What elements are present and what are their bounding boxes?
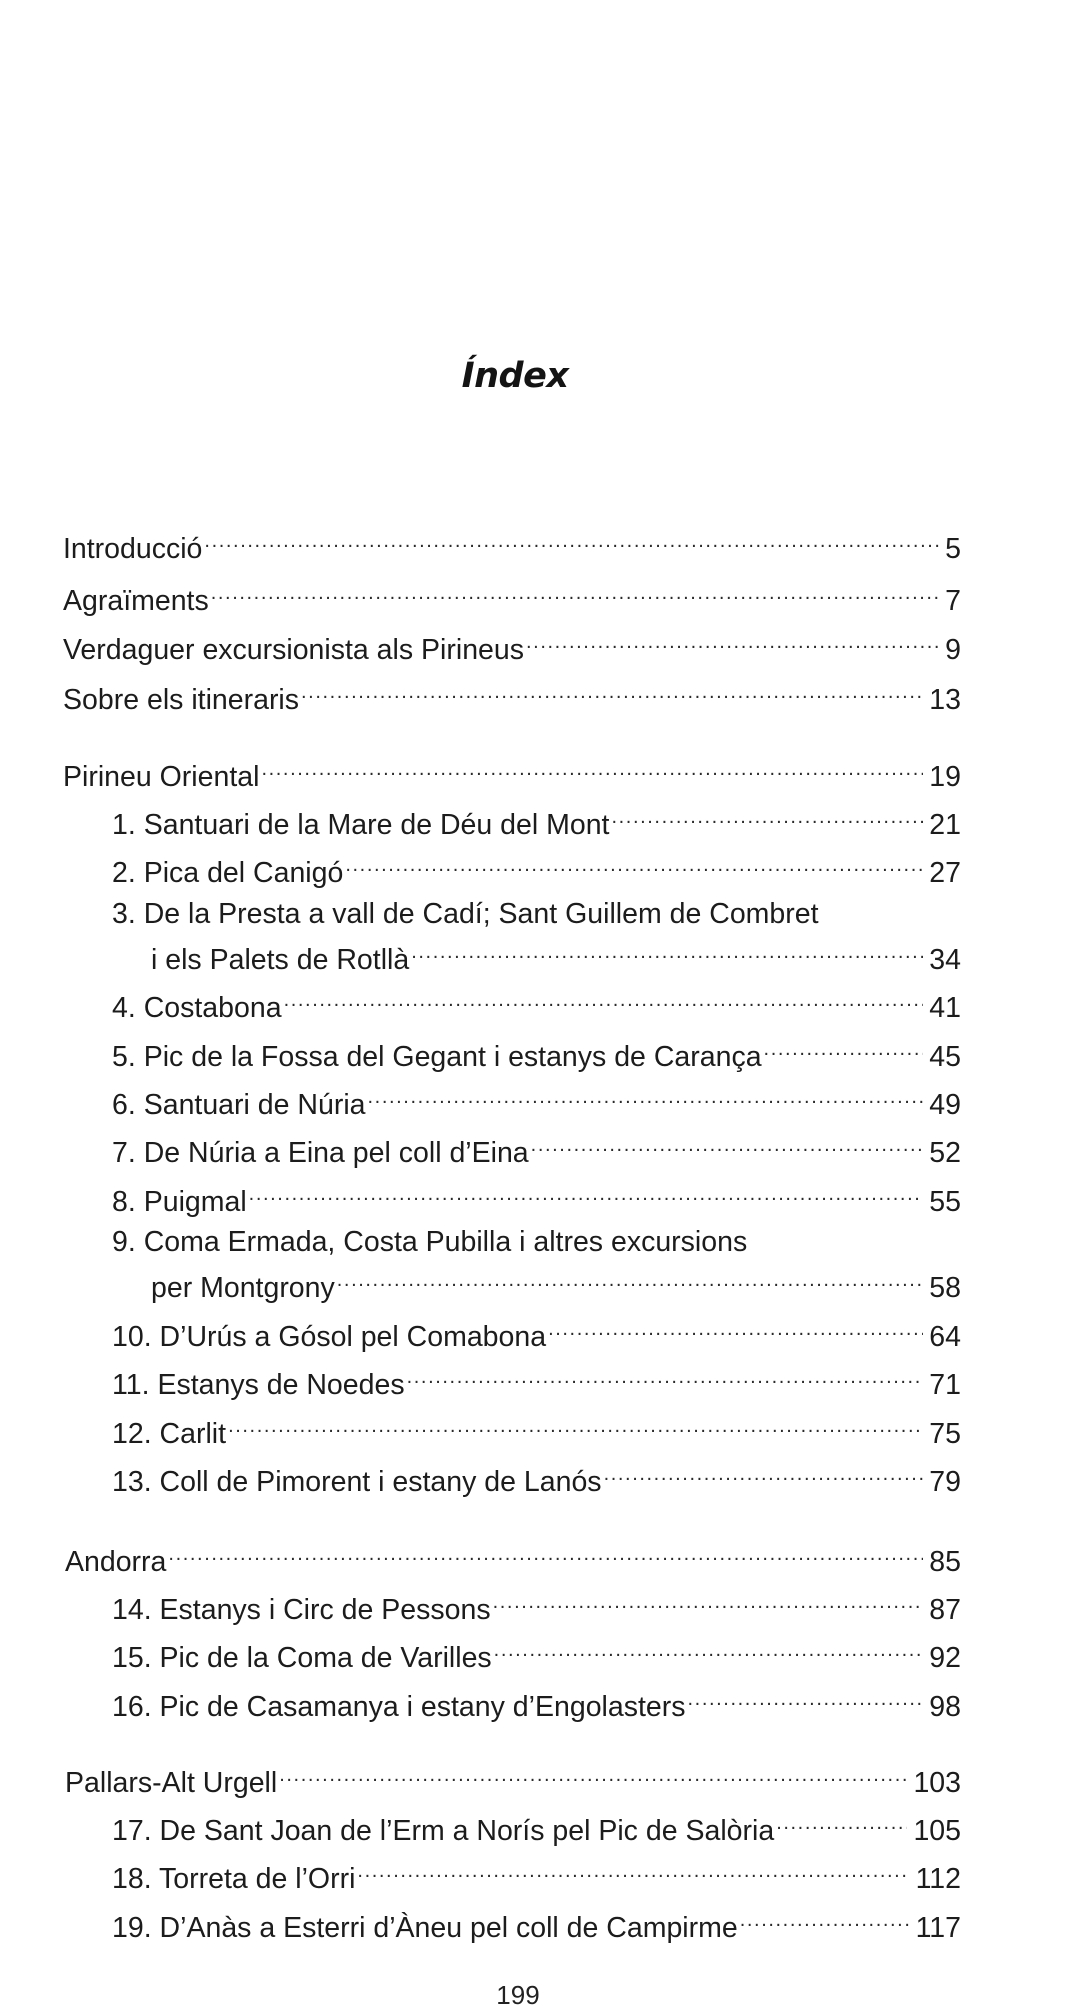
toc-entry bbox=[151, 935, 961, 977]
toc-entry-title: Agraïments bbox=[63, 585, 209, 617]
toc-entry-title bbox=[112, 1040, 762, 1074]
toc-entry bbox=[63, 576, 961, 618]
toc-page-number: 49 bbox=[929, 1089, 961, 1121]
toc-page-number: 64 bbox=[929, 1321, 961, 1353]
toc-section-title: Pirineu Oriental bbox=[63, 761, 260, 793]
toc-page-number: 34 bbox=[929, 944, 961, 976]
toc-entry-text: Carlit bbox=[159, 1418, 227, 1450]
page-folio-number: 199 bbox=[496, 1980, 540, 2010]
dot-leader bbox=[604, 1457, 924, 1491]
toc-entry bbox=[63, 675, 961, 717]
toc-entry-text: Puigmal bbox=[143, 1186, 247, 1218]
dot-leader bbox=[407, 1360, 924, 1394]
toc-section-title: Pallars-Alt Urgell bbox=[65, 1767, 278, 1799]
dot-leader bbox=[611, 800, 923, 834]
toc-page-number: 87 bbox=[929, 1594, 961, 1626]
toc-entry-text: Pic de la Coma de Varilles bbox=[159, 1642, 492, 1674]
dot-leader bbox=[345, 848, 923, 882]
toc-page-number: 7 bbox=[945, 585, 961, 617]
toc-entry-title bbox=[112, 1465, 602, 1499]
toc-entry-title: Sobre els itineraris bbox=[63, 684, 300, 716]
toc-entry-text: De Sant Joan de l’Erm a Norís pel Pic de Salòria bbox=[159, 1815, 775, 1847]
toc-entry bbox=[112, 1409, 961, 1451]
toc-entry bbox=[112, 1080, 961, 1122]
toc-entry-title bbox=[112, 1320, 546, 1354]
toc-entry-text: De Núria a Eina pel coll d’Eina bbox=[143, 1137, 529, 1169]
toc-page-number: 41 bbox=[929, 992, 961, 1024]
toc-entry-number: 1. bbox=[112, 809, 136, 841]
page-title: Índex bbox=[461, 356, 569, 396]
toc-page-number: 52 bbox=[929, 1137, 961, 1169]
toc-entry-number: 10. bbox=[112, 1321, 152, 1353]
toc-page-number: 71 bbox=[929, 1369, 961, 1401]
toc-entry-number: 6. bbox=[112, 1089, 136, 1121]
toc-page-number: 13 bbox=[929, 684, 961, 716]
dot-leader bbox=[688, 1682, 924, 1716]
toc-entry-title bbox=[112, 856, 343, 890]
toc-page-number: 75 bbox=[929, 1418, 961, 1450]
toc-entry bbox=[151, 1263, 961, 1305]
toc-entry-text: De la Presta a vall de Cadí; Sant Guillem de Combret bbox=[143, 898, 819, 930]
toc-entry-number: 12. bbox=[112, 1418, 152, 1450]
dot-leader bbox=[204, 524, 939, 558]
dot-leader bbox=[357, 1854, 909, 1888]
dot-leader bbox=[776, 1806, 907, 1840]
toc-entry-number: 7. bbox=[112, 1137, 136, 1169]
toc-entry-text: Coma Ermada, Costa Pubilla i altres excursions bbox=[143, 1226, 748, 1258]
toc-page-number: 45 bbox=[929, 1041, 961, 1073]
dot-leader bbox=[548, 1312, 923, 1346]
toc-entry-text: Coll de Pimorent i estany de Lanós bbox=[159, 1466, 602, 1498]
dot-leader bbox=[411, 935, 923, 969]
toc-page-number: 117 bbox=[915, 1912, 961, 1944]
toc-entry bbox=[112, 1032, 961, 1074]
toc-page-number: 112 bbox=[915, 1863, 961, 1895]
toc-entry-title bbox=[112, 1136, 529, 1170]
dot-leader bbox=[249, 1177, 924, 1211]
toc-page-number: 9 bbox=[945, 634, 961, 666]
dot-leader bbox=[493, 1585, 924, 1619]
toc-entry-title bbox=[112, 1088, 366, 1122]
toc-entry-title bbox=[112, 1641, 492, 1675]
dot-leader bbox=[526, 625, 939, 659]
toc-page-number: 105 bbox=[913, 1815, 961, 1847]
toc-entry-title bbox=[112, 1911, 738, 1945]
dot-leader bbox=[740, 1903, 910, 1937]
toc-entry-number: 14. bbox=[112, 1594, 152, 1626]
toc-entry-title bbox=[112, 1368, 405, 1402]
toc-entry-title bbox=[112, 1417, 226, 1451]
toc-entry-number: 16. bbox=[112, 1691, 152, 1723]
toc-entry bbox=[112, 1585, 961, 1627]
toc-entry-title: i els Palets de Rotllà bbox=[151, 944, 410, 976]
toc-entry bbox=[112, 1806, 961, 1848]
dot-leader bbox=[368, 1080, 924, 1114]
toc-entry bbox=[63, 524, 961, 566]
toc-entry-text: Costabona bbox=[143, 992, 282, 1024]
dot-leader bbox=[279, 1758, 907, 1792]
toc-entry-number: 15. bbox=[112, 1642, 152, 1674]
dot-leader bbox=[228, 1409, 923, 1443]
toc-entry bbox=[112, 1128, 961, 1170]
toc-section-heading bbox=[63, 752, 961, 794]
toc-entry-number: 13. bbox=[112, 1466, 152, 1498]
toc-section-heading bbox=[65, 1537, 961, 1579]
toc-page-number: 58 bbox=[929, 1272, 961, 1304]
toc-entry-number: 4. bbox=[112, 992, 136, 1024]
toc-page-number: 79 bbox=[929, 1466, 961, 1498]
toc-entry-text: D’Urús a Gósol pel Comabona bbox=[159, 1321, 547, 1353]
toc-entry bbox=[112, 983, 961, 1025]
toc-entry-title: Introducció bbox=[63, 533, 203, 565]
dot-leader bbox=[261, 752, 923, 786]
toc-entry bbox=[112, 1682, 961, 1724]
toc-entry bbox=[112, 800, 961, 842]
toc-page-number: 19 bbox=[929, 761, 961, 793]
toc-entry-number: 17. bbox=[112, 1815, 152, 1847]
toc-entry bbox=[112, 1854, 961, 1896]
toc-entry-number: 2. bbox=[112, 857, 136, 889]
toc-entry-number: 9. bbox=[112, 1226, 136, 1258]
toc-entry-text: Pic de la Fossa del Gegant i estanys de Carança bbox=[143, 1041, 762, 1073]
toc-entry bbox=[112, 848, 961, 890]
toc-page-number: 103 bbox=[913, 1767, 961, 1799]
toc-entry-first-line bbox=[112, 1225, 747, 1259]
toc-entry-text: Pica del Canigó bbox=[143, 857, 344, 889]
dot-leader bbox=[168, 1537, 923, 1571]
toc-entry-title bbox=[112, 1814, 774, 1848]
toc-page-number: 98 bbox=[929, 1691, 961, 1723]
dot-leader bbox=[494, 1633, 924, 1667]
toc-entry-first-line bbox=[112, 897, 819, 931]
toc-entry bbox=[112, 1177, 961, 1219]
toc-entry-number: 8. bbox=[112, 1186, 136, 1218]
toc-entry-title bbox=[112, 808, 609, 842]
toc-entry-number: 19. bbox=[112, 1912, 152, 1944]
toc-entry bbox=[63, 625, 961, 667]
toc-page-number: 5 bbox=[945, 533, 961, 565]
dot-leader bbox=[337, 1263, 924, 1297]
toc-entry-title bbox=[112, 1593, 491, 1627]
dot-leader bbox=[301, 675, 923, 709]
dot-leader bbox=[764, 1032, 924, 1066]
toc-entry bbox=[112, 1457, 961, 1499]
toc-entry-text: Torreta de l’Orri bbox=[159, 1863, 356, 1895]
toc-entry-number: 3. bbox=[112, 898, 136, 930]
toc-entry-number: 5. bbox=[112, 1041, 136, 1073]
dot-leader bbox=[531, 1128, 924, 1162]
toc-section-title: Andorra bbox=[65, 1546, 167, 1578]
toc-entry-text: Estanys i Circ de Pessons bbox=[159, 1594, 491, 1626]
toc-section-heading bbox=[65, 1758, 961, 1800]
toc-entry-title bbox=[112, 1690, 686, 1724]
toc-page-number: 92 bbox=[929, 1642, 961, 1674]
toc-page-number: 55 bbox=[929, 1186, 961, 1218]
dot-leader bbox=[211, 576, 939, 610]
toc-entry-text: Pic de Casamanya i estany d’Engolasters bbox=[159, 1691, 686, 1723]
toc-entry-title bbox=[112, 991, 282, 1025]
toc-entry-text: D’Anàs a Esterri d’Àneu pel coll de Campirme bbox=[159, 1912, 738, 1944]
toc-entry-text: Santuari de la Mare de Déu del Mont bbox=[143, 809, 610, 841]
toc-entry-title bbox=[112, 1185, 247, 1219]
toc-entry-text: Santuari de Núria bbox=[143, 1089, 366, 1121]
toc-entry bbox=[112, 1360, 961, 1402]
toc-entry-title: Verdaguer excursionista als Pirineus bbox=[63, 634, 524, 666]
toc-page-number: 21 bbox=[929, 809, 961, 841]
toc-entry bbox=[112, 1633, 961, 1675]
dot-leader bbox=[284, 983, 924, 1017]
toc-entry bbox=[112, 1903, 961, 1945]
toc-entry-title: per Montgrony bbox=[151, 1272, 335, 1304]
toc-entry-title bbox=[112, 1862, 355, 1896]
toc-entry bbox=[112, 1312, 961, 1354]
toc-entry-text: Estanys de Noedes bbox=[157, 1369, 405, 1401]
toc-page-number: 85 bbox=[929, 1546, 961, 1578]
toc-entry-number: 18. bbox=[112, 1863, 152, 1895]
toc-entry-number: 11. bbox=[112, 1369, 150, 1401]
toc-page-number: 27 bbox=[929, 857, 961, 889]
